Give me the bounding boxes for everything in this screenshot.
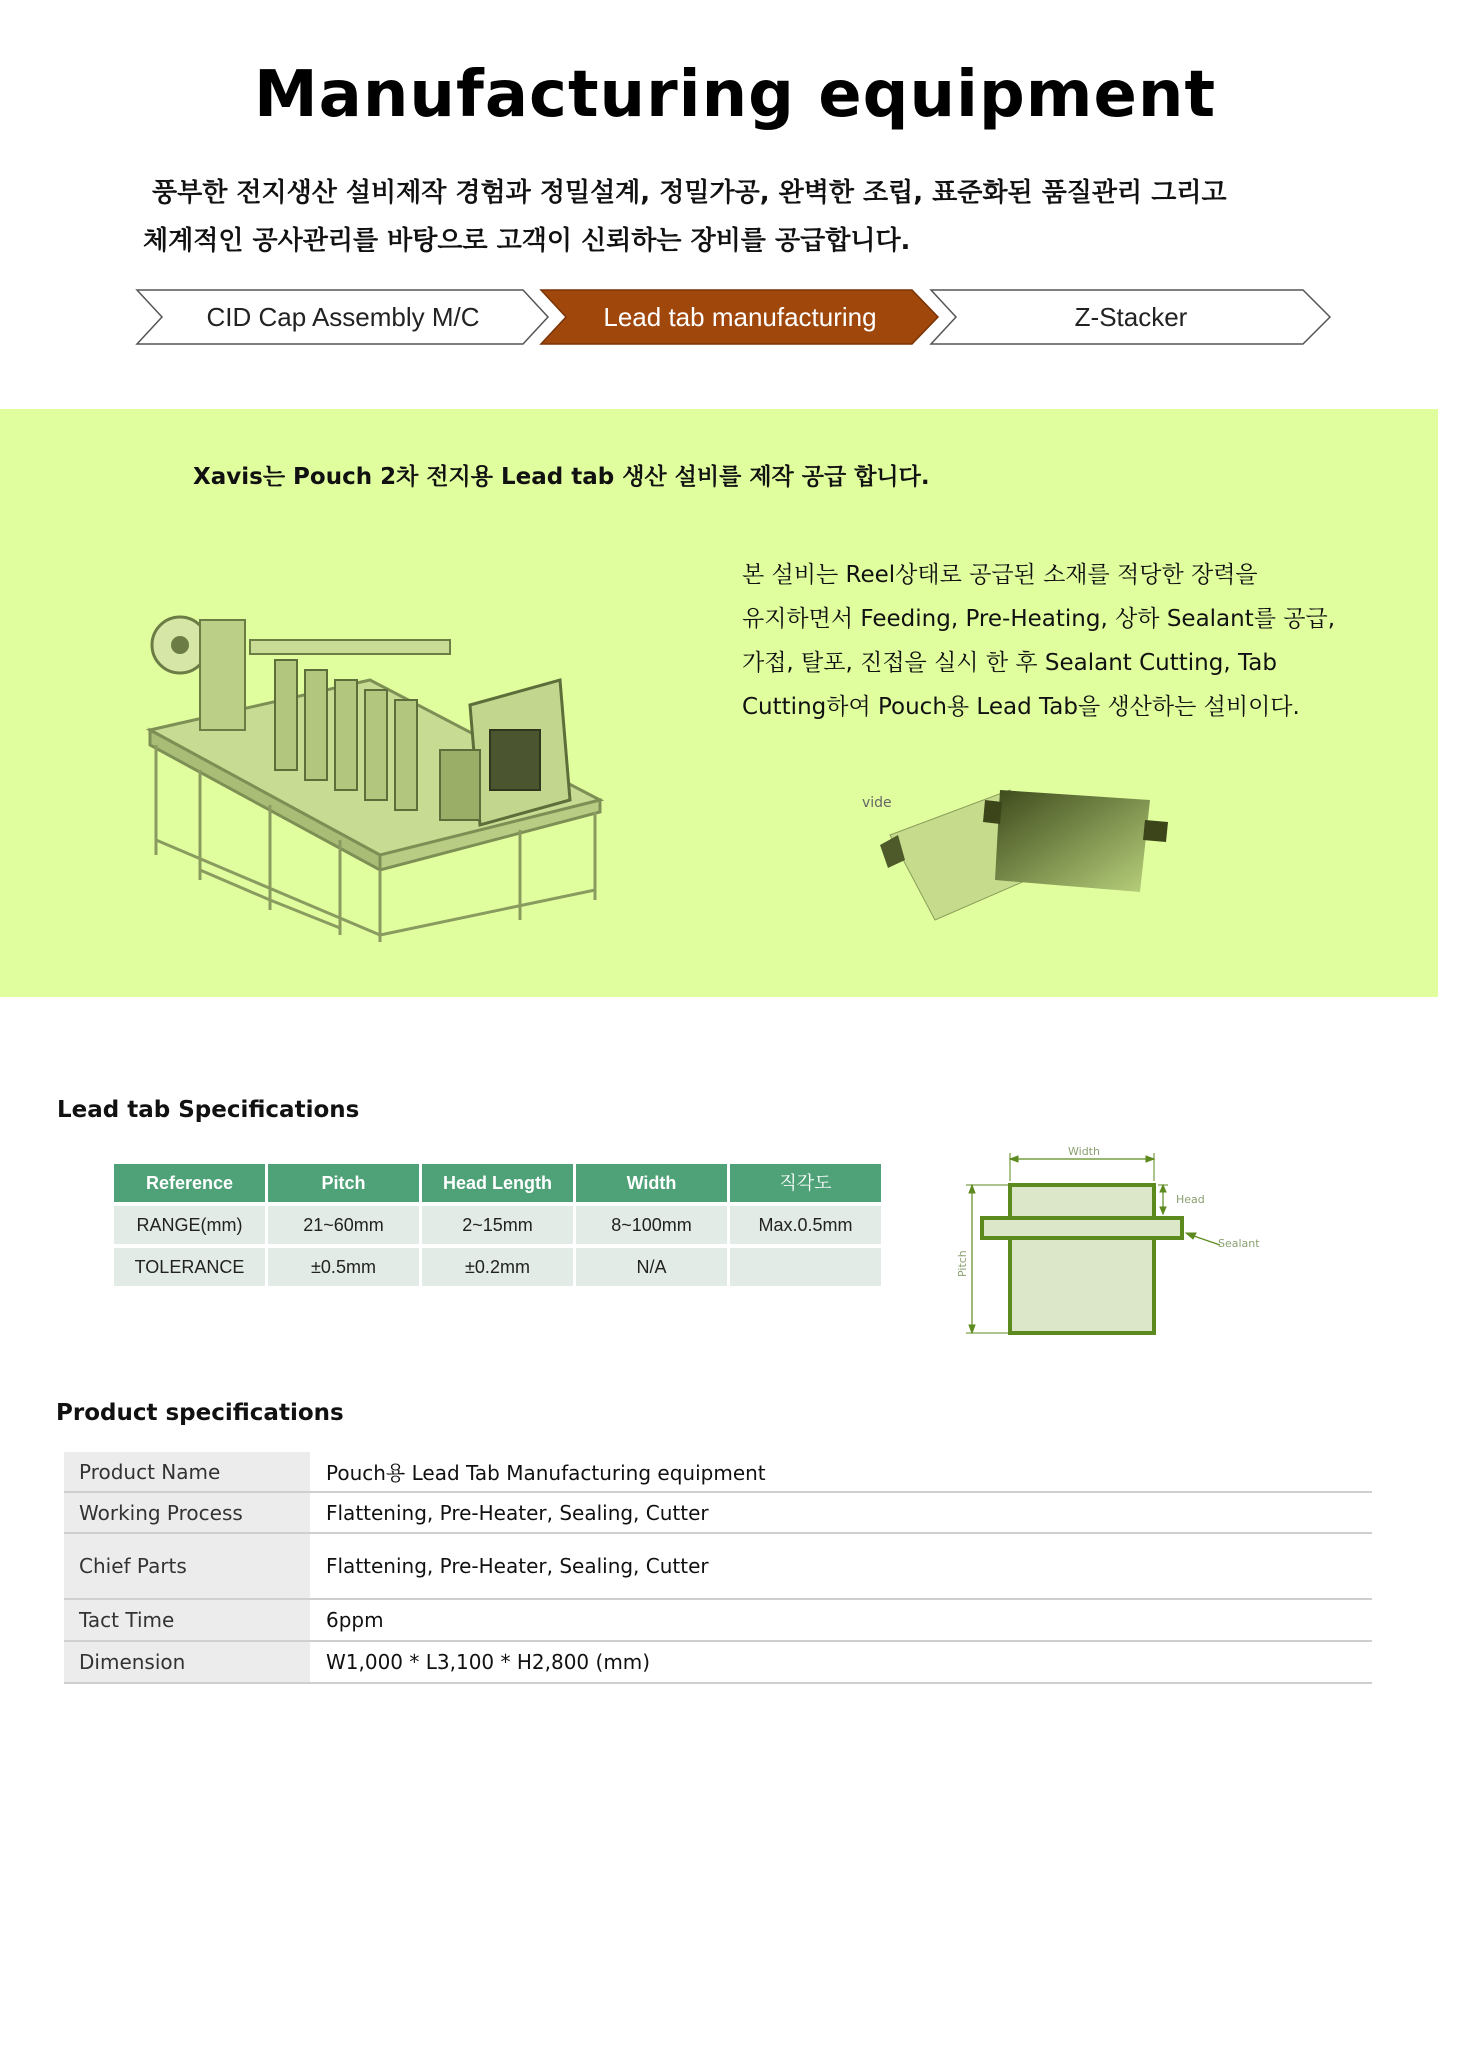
table-cell: N/A — [576, 1248, 727, 1286]
row-value: Flattening, Pre-Heater, Sealing, Cutter — [326, 1554, 709, 1578]
table-cell — [730, 1248, 881, 1286]
table-row — [64, 1452, 1372, 1493]
table-cell: 21~60mm — [268, 1206, 419, 1244]
table-cell: ±0.5mm — [268, 1248, 419, 1286]
table-cell: Max.0.5mm — [730, 1206, 881, 1244]
lead-tab-dimension-diagram — [958, 1147, 1278, 1347]
table-cell: RANGE(mm) — [114, 1206, 265, 1244]
equipment-step-nav — [136, 289, 1332, 345]
row-value: 6ppm — [326, 1608, 384, 1632]
table-header-cell: Width — [576, 1164, 727, 1202]
table-cell: ±0.2mm — [422, 1248, 573, 1286]
hero-description-line: 본 설비는 Reel상태로 공급된 소재를 적당한 장력을 — [742, 562, 1258, 588]
diagram-width-label: Width — [1068, 1145, 1100, 1158]
table-cell: TOLERANCE — [114, 1248, 265, 1286]
table-cell: 8~100mm — [576, 1206, 727, 1244]
step-cid-cap-assembly[interactable] — [136, 289, 550, 345]
step-label: Lead tab manufacturing — [603, 302, 877, 332]
table-header-cell: 직각도 — [730, 1164, 881, 1202]
table-header-cell: Reference — [114, 1164, 265, 1202]
machine-illustration — [140, 600, 610, 950]
diagram-head-label: Head — [1176, 1193, 1205, 1206]
hero-description-line: Cutting하여 Pouch용 Lead Tab을 생산하는 설비이다. — [742, 694, 1300, 720]
diagram-pitch-label: Pitch — [956, 1250, 969, 1277]
product-image-label: vide — [862, 795, 892, 811]
hero-heading: Xavis는 Pouch 2차 전지용 Lead tab 생산 설비를 제작 공급 합니다. — [193, 464, 930, 490]
diagram-sealant-label: Sealant — [1218, 1237, 1260, 1250]
table-row — [64, 1642, 1372, 1684]
row-label: Tact Time — [64, 1600, 310, 1640]
row-value: Pouch용 Lead Tab Manufacturing equipment — [326, 1461, 766, 1485]
step-z-stacker[interactable] — [930, 289, 1332, 345]
table-row — [64, 1600, 1372, 1642]
row-label: Product Name — [64, 1452, 310, 1491]
page-title: Manufacturing equipment — [253, 58, 1217, 132]
step-label: Z-Stacker — [1074, 302, 1188, 332]
table-row — [64, 1534, 1372, 1600]
product-spec-title: Product specifications — [56, 1400, 344, 1426]
lead-tab-product-image — [850, 780, 1200, 930]
table-header-cell: Pitch — [268, 1164, 419, 1202]
table-header-cell: Head Length — [422, 1164, 573, 1202]
row-label: Working Process — [64, 1493, 310, 1532]
row-value: W1,000 * L3,100 * H2,800 (mm) — [326, 1650, 651, 1674]
hero-description-line: 가접, 탈포, 진접을 실시 한 후 Sealant Cutting, Tab — [742, 650, 1277, 676]
intro-text-line-2: 체계적인 공사관리를 바탕으로 고객이 신뢰하는 장비를 공급합니다. — [143, 226, 911, 256]
hero-description-line: 유지하면서 Feeding, Pre-Heating, 상하 Sealant를 공급, — [742, 606, 1336, 632]
table-row — [64, 1493, 1372, 1534]
lead-tab-spec-title: Lead tab Specifications — [57, 1097, 360, 1123]
row-label: Dimension — [64, 1642, 310, 1682]
table-cell: 2~15mm — [422, 1206, 573, 1244]
row-label: Chief Parts — [64, 1534, 310, 1598]
row-value: Flattening, Pre-Heater, Sealing, Cutter — [326, 1500, 709, 1525]
intro-text-line-1: 풍부한 전지생산 설비제작 경험과 정밀설계, 정밀가공, 완벽한 조립, 표준화된 품질관리 그리고 — [152, 178, 1227, 208]
step-lead-tab-manufacturing[interactable] — [540, 289, 940, 345]
step-label: CID Cap Assembly M/C — [206, 302, 480, 332]
